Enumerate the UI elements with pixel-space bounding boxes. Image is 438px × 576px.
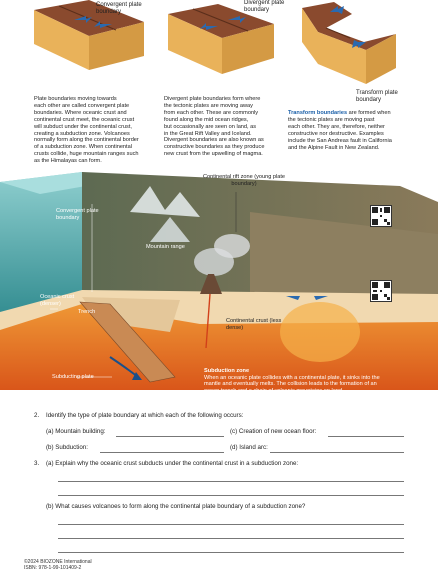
answer-line-2b[interactable] (100, 452, 224, 453)
subduction-zone-callout: Subduction zone When an oceanic plate collides with a continental plate, it sinks into the mantle and eventually melts. The collision leads to the formation of an ocean trench and a chain of volcanic mountains on land. (204, 368, 380, 394)
transform-diagram-label: Transform plate boundary (356, 90, 398, 103)
subducting-plate-label: Subducting plate (52, 374, 94, 380)
answer-line-3a-1[interactable] (58, 481, 404, 482)
divergent-block-diagram (168, 4, 278, 84)
answer-line-3b-2[interactable] (58, 538, 404, 539)
footer-copyright: ©2024 BIOZONE International (24, 559, 92, 565)
qr-code-icon[interactable] (370, 280, 392, 302)
question-3a-text: (a) Explain why the oceanic crust subducts under the continental crust in a subduction zone: (46, 460, 299, 467)
convergent-diagram-label: Convergent plate boundary (96, 2, 142, 15)
convergent-boundary-label: Convergent plate boundary (56, 208, 99, 221)
trench-label: Trench (78, 309, 96, 315)
question-3b-text: (b) What causes volcanoes to form along the continental plate boundary of a subduction zone? (46, 503, 306, 510)
answer-line-2c[interactable] (328, 436, 404, 437)
question-3-number: 3. (34, 460, 40, 467)
oceanic-crust-label: Oceanic crust (denser) (40, 294, 75, 307)
footer-isbn: ISBN: 978-1-99-101409-2 (24, 565, 82, 571)
continental-crust-label: Continental crust (less dense) (226, 318, 282, 331)
question-2c-label: (c) Creation of new ocean floor: (230, 428, 317, 435)
question-2d-label: (d) Island arc: (230, 444, 268, 451)
footer (24, 559, 92, 571)
question-2-number: 2. (34, 412, 40, 419)
transform-paragraph: Transform boundaries are formed when the tectonic plates are moving past each other. They are, therefore, neither constructive nor destructive. Examples include the San Andreas fault in California and the Alpine Fault in New Zealand. (288, 110, 392, 151)
divergent-paragraph: Divergent plate boundaries form where the tectonic plates are moving away from each other. These are commonly found along the mid ocean ridges, but occasionally are seen on land, as in the Great Rift Valley and Iceland. Divergent boundaries are also known as constructive boundaries as they produce new crust from the upwelling of magma. (164, 96, 265, 158)
answer-line-2d[interactable] (270, 452, 404, 453)
qr-code-icon[interactable] (370, 205, 392, 227)
answer-line-3a-2[interactable] (58, 495, 404, 496)
divergent-diagram-label: Divergent plate boundary (244, 0, 285, 13)
question-2-text: Identify the type of plate boundary at which each of the following occurs: (46, 412, 244, 419)
transform-heading: Transform boundaries (288, 110, 348, 116)
convergent-paragraph: Plate boundaries moving towards each other are called convergent plate boundaries. Where oceanic crust and continental crust meet, the oceanic crust will subduct under the continental crust, creating a subduction zone. Volcanoes normally form along the continental border of a subduction zone. When continental crusts collide, huge mountain ranges such as the Himalayas can form. (34, 96, 139, 165)
answer-line-2a[interactable] (116, 436, 224, 437)
transform-block-diagram (288, 2, 398, 94)
question-2b-label: (b) Subduction: (46, 444, 88, 451)
answer-line-3b-3[interactable] (58, 552, 404, 553)
answer-line-3b-1[interactable] (58, 524, 404, 525)
mountain-range-label: Mountain range (146, 244, 185, 250)
rift-zone-label: Continental rift zone (young plate boundary) (202, 174, 286, 187)
question-2a-label: (a) Mountain building: (46, 428, 106, 435)
